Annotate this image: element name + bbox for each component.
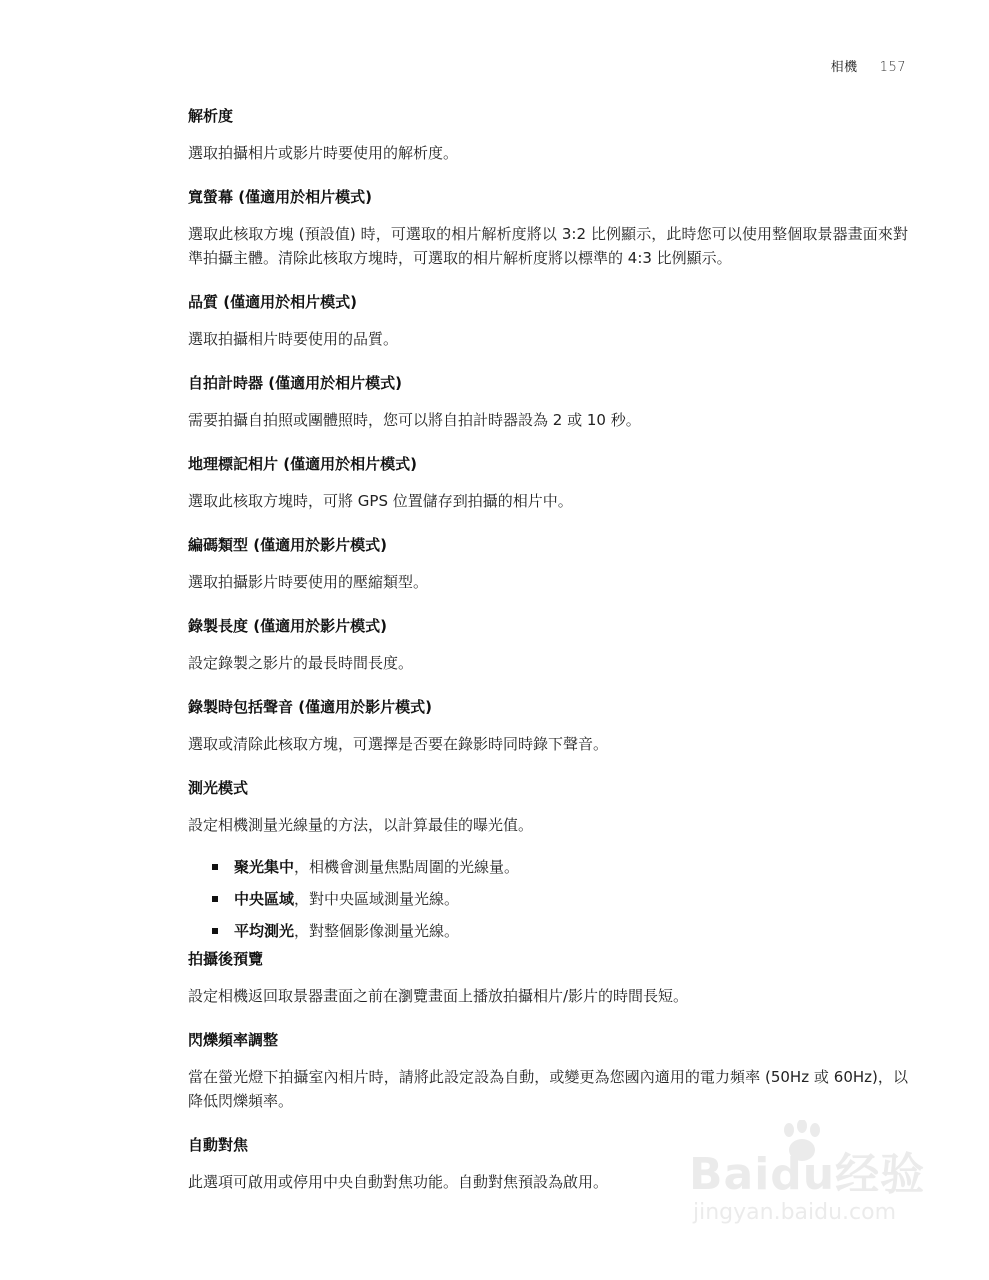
bullet-text: ，對整個影像測量光線。 [294, 922, 460, 940]
section-heading: 自動對焦 [188, 1136, 249, 1154]
section-body: 選取此核取方塊 (預設值) 時，可選取的相片解析度將以 3:2 比例顯示，此時您可以使用整個取景器畫面來對準拍攝主體。清除此核取方塊時，可選取的相片解析度將以標準的 4:3 比例顯示。 [188, 225, 908, 267]
section-self-timer [188, 371, 908, 432]
section-body: 設定錄製之影片的最長時間長度。 [188, 654, 414, 672]
section-widescreen [188, 185, 908, 270]
section-body: 選取拍攝相片時要使用的品質。 [188, 330, 399, 348]
metering-options-list [188, 855, 908, 943]
section-body: 當在螢光燈下拍攝室內相片時，請將此設定設為自動，或變更為您國內適用的電力頻率 (50Hz 或 60Hz)，以降低閃爍頻率。 [188, 1068, 908, 1110]
section-body: 選取或清除此核取方塊，可選擇是否要在錄影時同時錄下聲音。 [188, 735, 609, 753]
section-heading: 測光模式 [188, 779, 249, 797]
section-quality [188, 290, 908, 351]
section-resolution [188, 104, 908, 165]
section-encoding-type [188, 533, 908, 594]
watermark-logo-text: Baidu经验 [689, 1149, 926, 1200]
paw-icon [777, 1120, 827, 1166]
section-body: 設定相機返回取景器畫面之前在瀏覽畫面上播放拍攝相片/影片的時間長短。 [188, 987, 689, 1005]
section-geo-tag [188, 452, 908, 513]
section-body: 設定相機測量光線量的方法，以計算最佳的曝光值。 [188, 816, 534, 834]
section-review-duration [188, 947, 908, 1008]
bullet-square-icon [212, 864, 218, 870]
section-record-audio [188, 695, 908, 756]
section-metering-mode [188, 776, 908, 943]
page-number: 157 [879, 60, 906, 75]
section-heading: 編碼類型 (僅適用於影片模式) [188, 536, 387, 554]
section-body: 選取拍攝影片時要使用的壓縮類型。 [188, 573, 429, 591]
section-recording-length [188, 614, 908, 675]
section-heading: 錄製時包括聲音 (僅適用於影片模式) [188, 698, 432, 716]
list-item [188, 855, 908, 879]
section-body: 選取拍攝相片或影片時要使用的解析度。 [188, 144, 459, 162]
section-heading: 自拍計時器 (僅適用於相片模式) [188, 374, 402, 392]
page-header [831, 56, 906, 75]
section-body: 選取此核取方塊時，可將 GPS 位置儲存到拍攝的相片中。 [188, 492, 573, 510]
bullet-term: 平均測光 [234, 922, 295, 940]
watermark-url: jingyan.baidu.com [693, 1200, 897, 1225]
bullet-text: ，相機會測量焦點周圍的光線量。 [294, 858, 520, 876]
list-item [188, 887, 908, 911]
bullet-term: 中央區域 [234, 890, 295, 908]
section-body: 此選項可啟用或停用中央自動對焦功能。自動對焦預設為啟用。 [188, 1173, 609, 1191]
section-heading: 拍攝後預覽 [188, 950, 264, 968]
bullet-square-icon [212, 928, 218, 934]
section-heading: 閃爍頻率調整 [188, 1031, 279, 1049]
baidu-watermark [689, 1120, 929, 1240]
section-heading: 地理標記相片 (僅適用於相片模式) [188, 455, 417, 473]
bullet-term: 聚光集中 [234, 858, 295, 876]
section-flicker-adjustment [188, 1028, 908, 1113]
list-item [188, 919, 908, 943]
section-heading: 寬螢幕 (僅適用於相片模式) [188, 188, 372, 206]
section-body: 需要拍攝自拍照或團體照時，您可以將自拍計時器設為 2 或 10 秒。 [188, 411, 641, 429]
section-heading: 解析度 [188, 107, 234, 125]
chapter-title: 相機 [830, 60, 858, 75]
section-heading: 品質 (僅適用於相片模式) [188, 293, 357, 311]
section-heading: 錄製長度 (僅適用於影片模式) [188, 617, 387, 635]
document-content [188, 104, 908, 1214]
bullet-square-icon [212, 896, 218, 902]
bullet-text: ，對中央區域測量光線。 [294, 890, 460, 908]
